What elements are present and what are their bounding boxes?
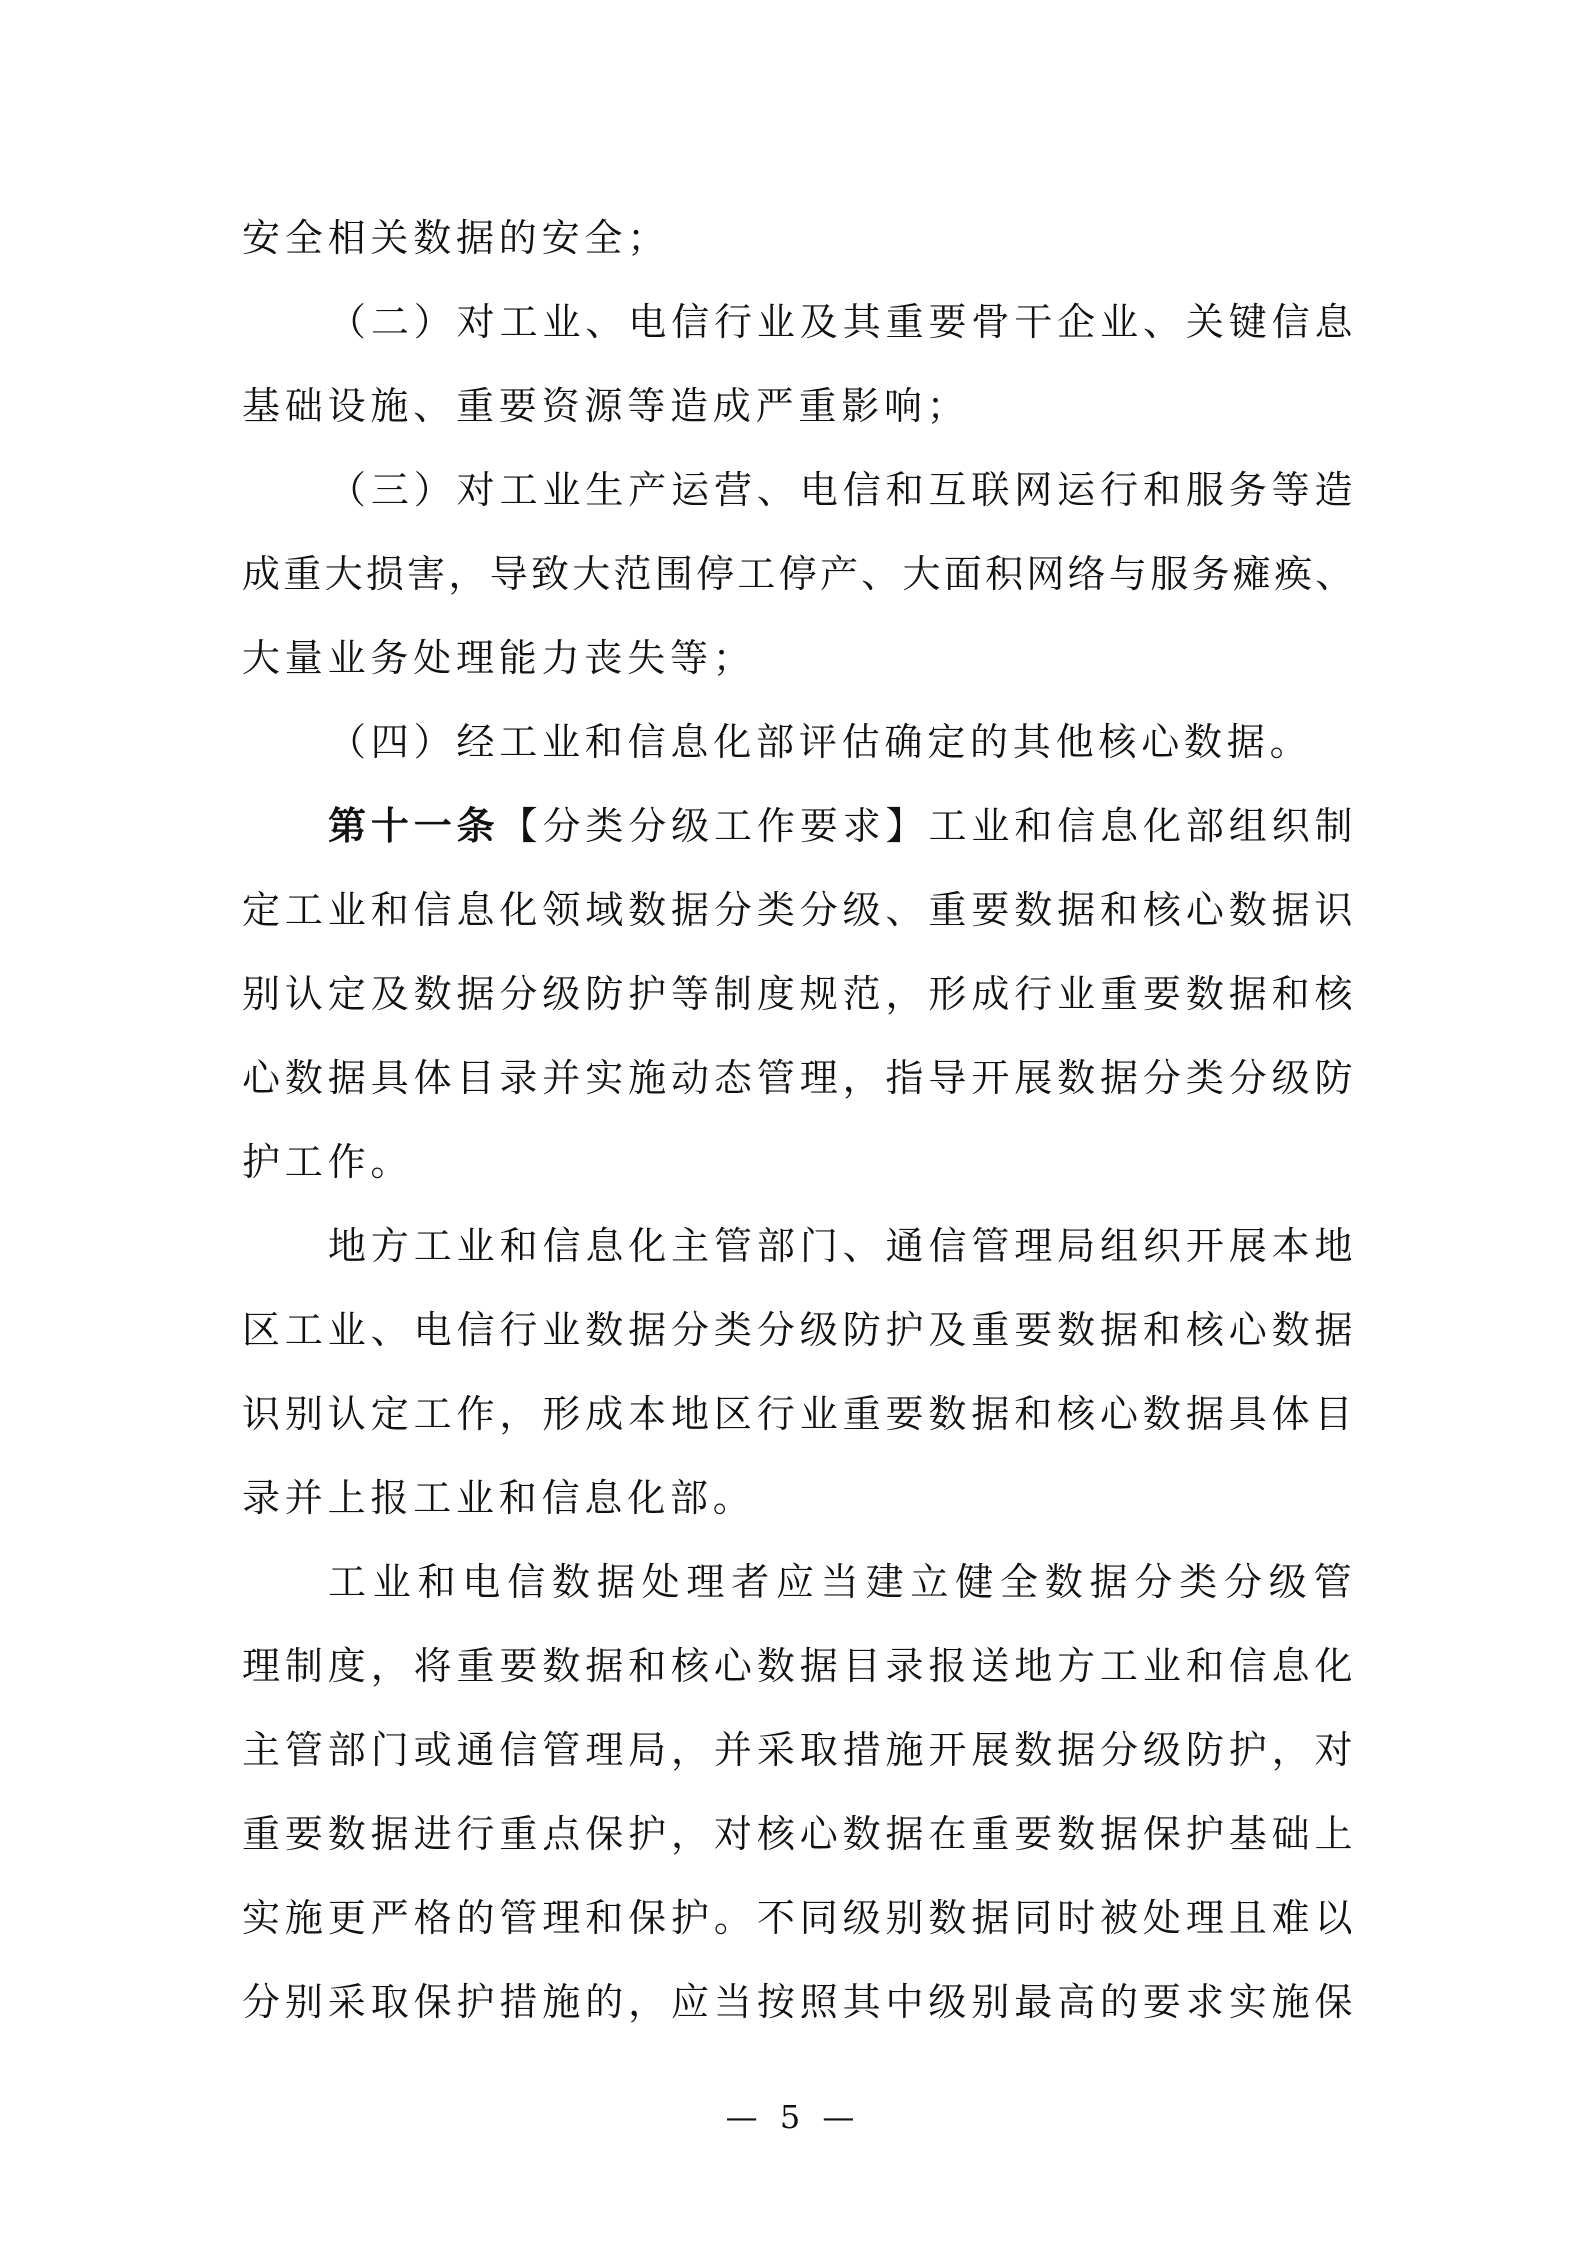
line-text: 护工作。	[242, 1140, 414, 1184]
text-line	[242, 364, 1355, 448]
line-text: 分别采取保护措施的，应当按照其中级别最高的要求实施保	[242, 1980, 1358, 2024]
text-line	[242, 1708, 1358, 1792]
line-text: 别认定及数据分级防护等制度规范，形成行业重要数据和核	[242, 972, 1358, 1016]
line-text: 安全相关数据的安全；	[242, 216, 671, 260]
page-number: — 5 —	[725, 2098, 861, 2136]
text-line	[242, 1792, 1358, 1876]
line-text: 识别认定工作，形成本地区行业重要数据和核心数据具体目	[242, 1392, 1358, 1436]
text-line	[242, 1456, 1355, 1540]
text-line	[242, 280, 1358, 364]
article-number: 第十一条	[328, 804, 500, 848]
text-line	[242, 1540, 1359, 1624]
text-line	[242, 1204, 1358, 1288]
line-text: （三）对工业生产运营、电信和互联网运行和服务等造	[328, 468, 1358, 512]
line-text: 心数据具体目录并实施动态管理，指导开展数据分类分级防	[242, 1056, 1358, 1100]
text-line	[242, 1960, 1358, 2044]
text-line	[242, 952, 1358, 1036]
text-line	[242, 1372, 1358, 1456]
line-text: 理制度，将重要数据和核心数据目录报送地方工业和信息化	[242, 1644, 1358, 1688]
line-text: 定工业和信息化领域数据分类分级、重要数据和核心数据识	[242, 888, 1358, 932]
line-text: 重要数据进行重点保护，对核心数据在重要数据保护基础上	[242, 1812, 1358, 1856]
text-line	[242, 1036, 1358, 1120]
text-line	[242, 1288, 1358, 1372]
line-text: （四）经工业和信息化部评估确定的其他核心数据。	[328, 720, 1313, 764]
text-line	[242, 1120, 1355, 1204]
line-text: 大量业务处理能力丧失等；	[242, 636, 756, 680]
line-text: 地方工业和信息化主管部门、通信管理局组织开展本地	[328, 1224, 1358, 1268]
text-line	[242, 700, 1355, 784]
line-text: （二）对工业、电信行业及其重要骨干企业、关键信息	[328, 300, 1358, 344]
text-line	[242, 1624, 1358, 1708]
text-line	[242, 532, 1355, 616]
line-text: 实施更严格的管理和保护。不同级别数据同时被处理且难以	[242, 1896, 1358, 1940]
text-line	[242, 784, 1358, 868]
line-text: 录并上报工业和信息化部。	[242, 1476, 756, 1520]
document-body	[242, 196, 1359, 2044]
text-line	[242, 196, 1355, 280]
text-line	[242, 868, 1358, 952]
text-line	[242, 616, 1355, 700]
line-text: 区工业、电信行业数据分类分级防护及重要数据和核心数据	[242, 1308, 1358, 1352]
text-line	[242, 448, 1358, 532]
line-text: 主管部门或通信管理局，并采取措施开展数据分级防护，对	[242, 1728, 1358, 1772]
text-line	[242, 1876, 1358, 1960]
line-text: 成重大损害，导致大范围停工停产、大面积网络与服务瘫痪、	[242, 552, 1357, 596]
line-text: 基础设施、重要资源等造成严重影响；	[242, 384, 970, 428]
line-text: 工业和电信数据处理者应当建立健全数据分类分级管	[328, 1560, 1359, 1604]
line-text: 【分类分级工作要求】工业和信息化部组织制	[499, 804, 1358, 848]
